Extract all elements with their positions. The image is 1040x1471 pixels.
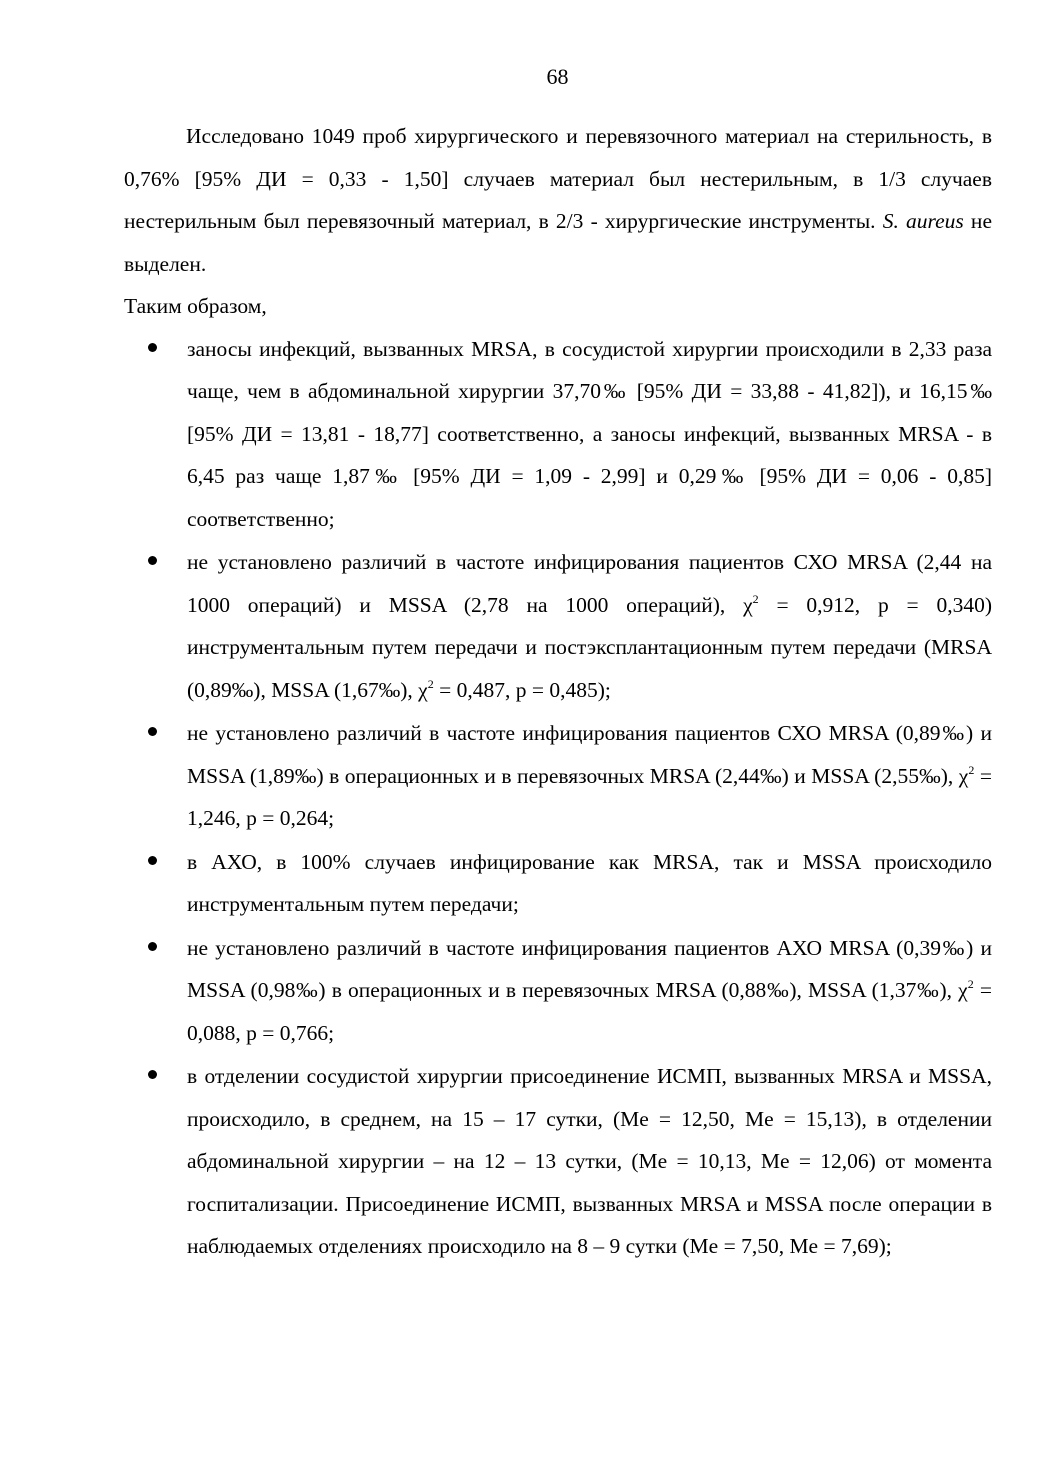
list-item-text: = 0,088, р = 0,766; [187, 978, 992, 1045]
list-item [124, 1055, 992, 1268]
bullet-icon [148, 556, 157, 565]
list-item-text: = 0,487, р = 0,485); [433, 677, 611, 702]
list-item-text: не установлено различий в частоте инфицирования пациентов СХО MRSA (0,89‰) и MSSA (1,89‰) в операционных и в перевязочных MRSA (2,44‰) и MSSA (2,55‰), χ [187, 721, 992, 788]
superscript: 2 [968, 762, 975, 777]
bullet-icon [148, 942, 157, 951]
summary-lead: Таким образом, [124, 294, 267, 318]
list-item-text: заносы инфекций, вызванных MRSA, в сосудистой хирургии происходили в 2,33 раза чаще, чем в абдоминальной хирургии 37,70‰ [95% ДИ = 33,88 - 41,82]), и 16,15‰ [95% ДИ = 13,81 - 18,77] соответственно, а заносы инфекций, вызванных MRSA - в 6,45 раз чаще 1,87‰ [95% ДИ = 1,09 - 2,99] и 0,29‰ [95% ДИ = 0,06 - 0,85] соответственно; [187, 336, 992, 531]
page-number: 68 [546, 64, 569, 89]
list-item-text: не установлено различий в частоте инфицирования пациентов СХО MRSA (2,44 на 1000 операций) и MSSA (2,78 на 1000 операций), χ [187, 550, 992, 617]
bullet-icon [148, 343, 157, 352]
list-item [124, 841, 992, 926]
bullet-icon [148, 727, 157, 736]
intro-paragraph [124, 115, 992, 285]
list-item [124, 927, 992, 1055]
superscript: 2 [427, 676, 434, 691]
list-item-text: не установлено различий в частоте инфицирования пациентов АХО MRSA (0,39‰) и MSSA (0,98‰) в операционных и в перевязочных MRSA (0,88‰), MSSA (1,37‰), χ [187, 935, 992, 1002]
list-item-text: = 1,246, р = 0,264; [187, 763, 992, 830]
findings-list [124, 328, 992, 1268]
superscript: 2 [752, 591, 759, 606]
bullet-icon [148, 1070, 157, 1079]
intro-text-part1: Исследовано 1049 проб хирургического и перевязочного материал на стерильность, в 0,76% [95% ДИ = 0,33 - 1,50] случаев материал был нестерильным, в 1/3 случаев нестерильным был перевязочный материал, в 2/3 - хирургические инструменты. [124, 124, 992, 233]
species-name: S. aureus [882, 209, 964, 233]
intro-text-part2: не выделен. [124, 209, 992, 276]
list-item-text: в отделении сосудистой хирургии присоединение ИСМП, вызванных MRSA и MSSA, происходило, в среднем, на 15 – 17 сутки, (Me = 12,50, Me = 15,13), в отделении абдоминальной хирургии – на 12 – 13 сутки, (Me = 10,13, Me = 12,06) от момента госпитализации. Присоединение ИСМП, вызванных MRSA и MSSA после операции в наблюдаемых отделениях происходило на 8 – 9 сутки (Me = 7,50, Me = 7,69); [187, 1064, 992, 1258]
list-item [124, 541, 992, 711]
list-item [124, 712, 992, 840]
list-item-text: = 0,912, р = 0,340) инструментальным путем передачи и постэксплантационным путем передачи (MRSA (0,89‰), MSSA (1,67‰), χ [187, 592, 992, 702]
bullet-icon [148, 856, 157, 865]
list-item [124, 328, 992, 541]
superscript: 2 [967, 977, 974, 991]
list-item-text: в АХО, в 100% случаев инфицирование как MRSA, так и MSSA происходило инструментальным путем передачи; [187, 849, 992, 916]
page-content [124, 115, 992, 1269]
